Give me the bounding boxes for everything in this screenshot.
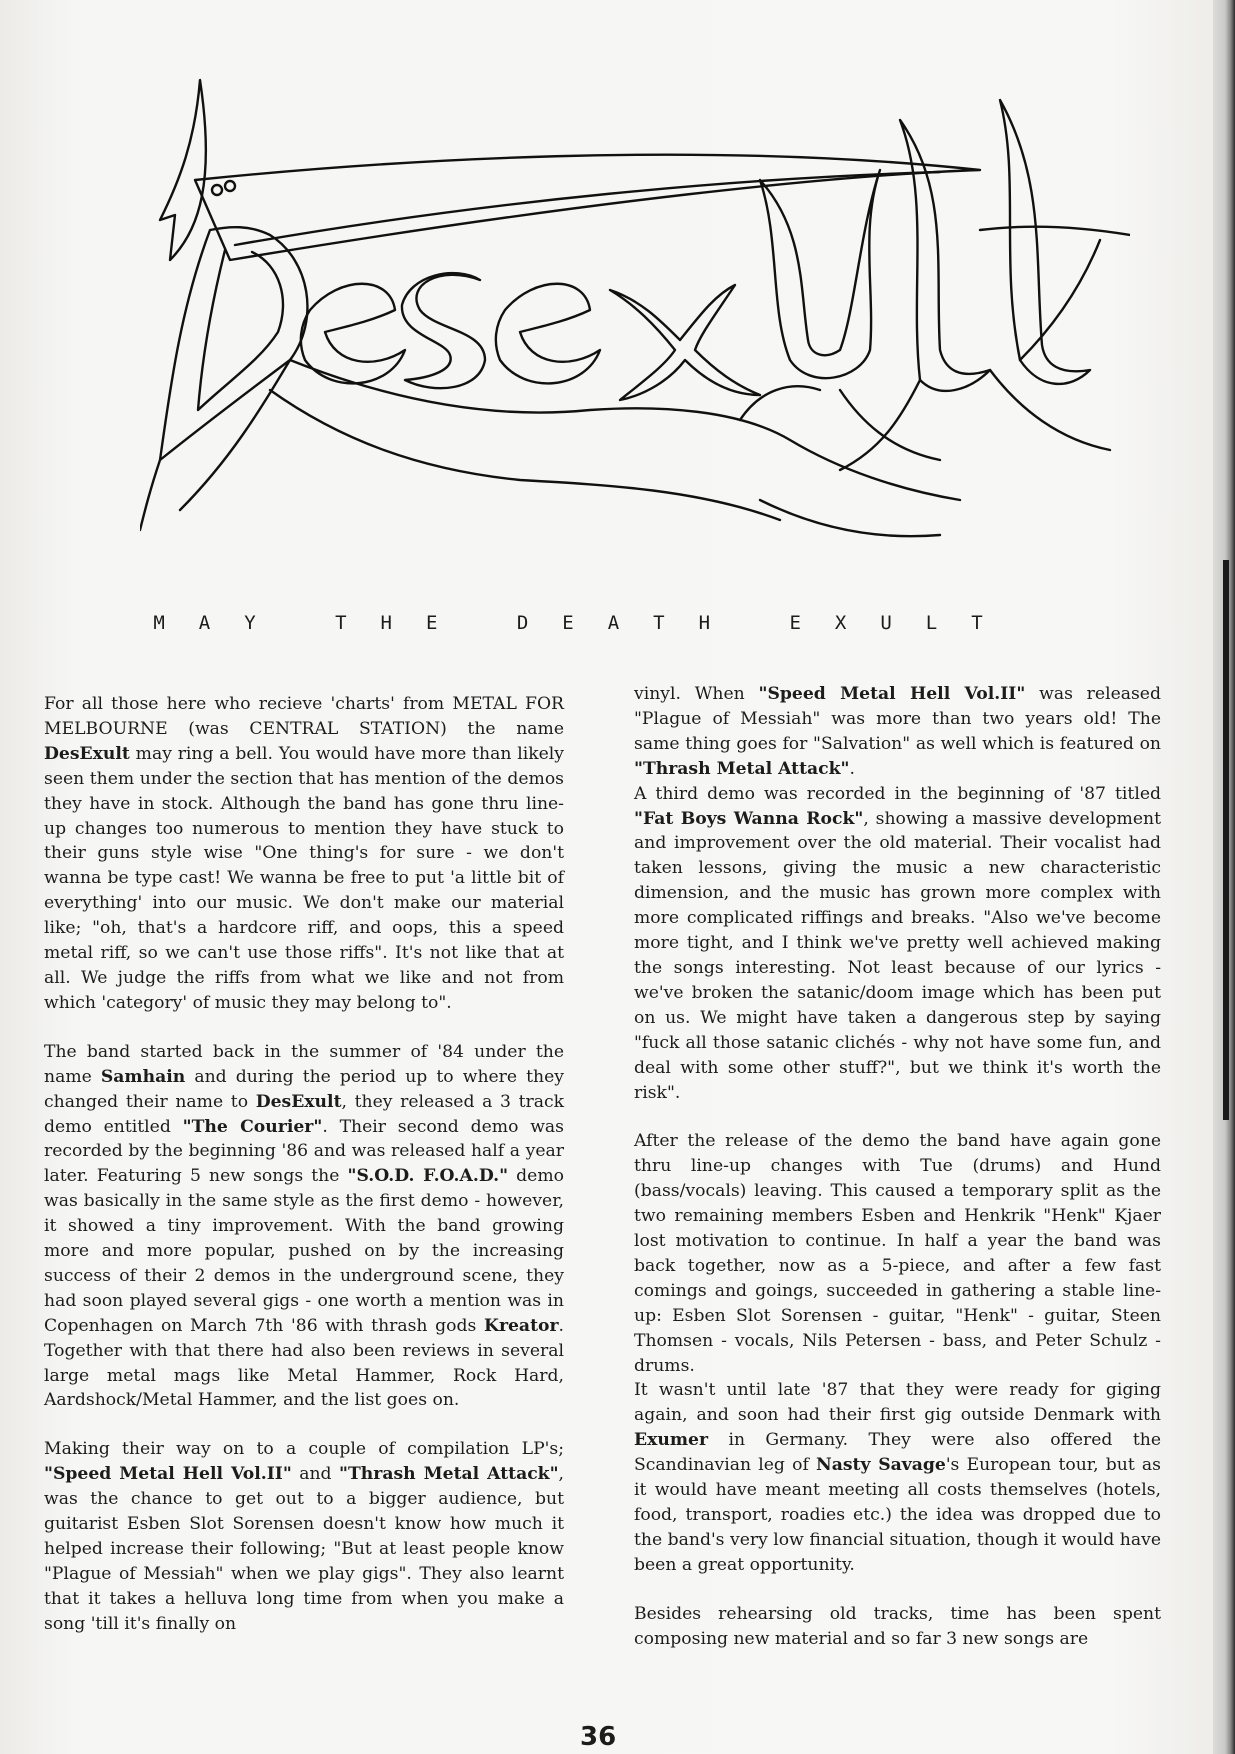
- text-run: 's European tour, but as it would have meant meeting all costs themselves (hotels, food, transport, roadies etc.) the idea was dropped due to the band's very low financial situation, though it would have been a great opportunity.: [634, 1455, 1161, 1575]
- bold-name: "Fat Boys Wanna Rock": [634, 808, 864, 829]
- article-column-right: [634, 682, 1161, 1652]
- bold-name: Kreator: [484, 1315, 559, 1336]
- logo-letter-s: [402, 273, 485, 388]
- bold-name: "Thrash Metal Attack": [339, 1464, 559, 1485]
- article-paragraph: [634, 1129, 1161, 1378]
- tagline: MAY THE DEATH EXULT: [153, 612, 1017, 634]
- article-paragraph: [634, 1378, 1161, 1577]
- bold-name: "Speed Metal Hell Vol.II": [44, 1464, 292, 1485]
- logo-letter-e2: [496, 284, 600, 384]
- text-run: After the release of the demo the band have again gone thru line-up changes with Tue (drums) and Hund (bass/vocals) leaving. This caused a temporary split as the two remaining members Esben and Henkrik "Henk" Kjaer lost motivation to continue. In half a year the band was back together, now as a 5-piece, and after a few fast comings and goings, succeeded in gathering a stable line-up: Esben Slot Sorensen - guitar, "Henk" - guitar, Steen Thomsen - vocals, Nils Petersen - bass, and Peter Schulz - drums.: [634, 1131, 1161, 1376]
- logo-spike-left: [160, 80, 206, 260]
- page-number: 36: [580, 1722, 617, 1752]
- text-run: , they released a 3 track demo entitled: [44, 1091, 564, 1137]
- logo-letter-d: [160, 227, 307, 460]
- logo-letter-x: [610, 285, 760, 400]
- text-run: A third demo was recorded in the beginning of '87 titled: [634, 783, 1161, 804]
- text-run: and: [291, 1464, 340, 1485]
- text-run: Making their way on to a couple of compilation LP's;: [44, 1439, 564, 1460]
- bold-name: "Thrash Metal Attack": [634, 758, 850, 779]
- logo-scythe-blade-inner: [235, 172, 940, 245]
- text-run: vinyl. When: [634, 684, 759, 704]
- bold-name: DesExult: [255, 1091, 342, 1112]
- logo-letter-t: [1000, 100, 1090, 384]
- article-paragraph: [634, 1602, 1161, 1652]
- logo-letter-e1: [301, 284, 405, 384]
- text-run: in Germany. They were also offered the Scandinavian leg of: [634, 1430, 1161, 1476]
- text-run: It wasn't until late '87 that they were ready for giging again, and soon had their first gig outside Denmark with: [634, 1380, 1161, 1426]
- text-run: , showing a massive development and improvement over the old material. Their vocalist had taken lessons, giving the music a new characteristic dimension, and the music has grown more complex with more complicated riffings and breaks. "Also we've become more tight, and I think we've pretty well achieved making the songs interesting. Not least because of our lyrics - we've broken the satanic/doom image which has been put on us. We might have taken a dangerous step by saying "fuck all those satanic clichés - why not have some fun, and deal with some other stuff?", but we think it's worth the risk".: [634, 808, 1161, 1103]
- article-column-left: [44, 692, 564, 1637]
- article-paragraph: [634, 782, 1161, 1106]
- bold-name: Exumer: [634, 1430, 709, 1451]
- text-run: . Together with that there had also been reviews in several large metal mags like Metal Hammer, Rock Hard, Aardshock/Metal Hammer, and the list goes on.: [44, 1315, 564, 1411]
- bold-name: Nasty Savage: [816, 1455, 946, 1476]
- logo-letter-u: [760, 170, 880, 378]
- text-run: and during the period up to where they changed their name to: [44, 1066, 565, 1112]
- logo-flames: [290, 360, 960, 500]
- article-paragraph: [44, 692, 564, 1016]
- bold-name: DesExult: [44, 743, 130, 764]
- article-paragraph: [44, 1040, 564, 1414]
- text-run: Besides rehearsing old tracks, time has been spent composing new material and so far 3 new songs are: [634, 1603, 1161, 1649]
- text-run: , was the chance to get out to a bigger audience, but guitarist Esben Slot Sorensen doesn't know how much it helped increase their following; "But at least people know "Plague of Messiah" when we play gigs". They also learnt that it takes a helluva long time from when you make a song 'till it's finally on: [44, 1464, 565, 1634]
- text-run: For all those here who recieve 'charts' from METAL FOR MELBOURNE (was CENTRAL STATION) the name: [44, 694, 564, 739]
- binding-strip: [1223, 560, 1229, 1120]
- text-run: .: [849, 758, 855, 779]
- text-run: . Their second demo was recorded by the beginning '86 and was released half a year later. Featuring 5 new songs the: [44, 1116, 564, 1187]
- bold-name: Samhain: [100, 1066, 186, 1087]
- text-run: may ring a bell. You would have more than likely seen them under the section that has mention of the demos they have in stock. Although the band has gone thru line-up changes too numerous to mention they have stuck to their guns style wise "One thing's for sure - we don't wanna be type cast! We wanna be free to put 'a little bit of everything' into our music. We don't make our material like; "oh, that's a hardcore riff, and oops, this a speed metal riff, so we can't use those riffs". It's not like that at all. We judge the riffs from what we like and not from which 'category' of music they may belong to".: [44, 743, 564, 1013]
- text-run: demo was basically in the same style as the first demo - however, it showed a tiny improvement. With the band growing more and more popular, pushed on by the increasing success of their 2 demos in the underground scene, they had soon played several gigs - one worth a mention was in Copenhagen on March 7th '86 with thrash gods: [44, 1166, 564, 1336]
- text-run: The band started back in the summer of '84 under the name: [44, 1041, 564, 1087]
- article-paragraph: [634, 682, 1161, 782]
- article-paragraph: [44, 1437, 564, 1636]
- desexult-logo: [140, 60, 1130, 560]
- bold-name: "The Courier": [182, 1116, 323, 1137]
- text-run: was released "Plague of Messiah" was more than two years old! The same thing goes for "Salvation" as well which is featured on: [634, 684, 1161, 754]
- bold-name: "Speed Metal Hell Vol.II": [758, 684, 1026, 704]
- logo-letter-l: [900, 120, 990, 391]
- bold-name: "S.O.D. F.O.A.D.": [347, 1166, 509, 1187]
